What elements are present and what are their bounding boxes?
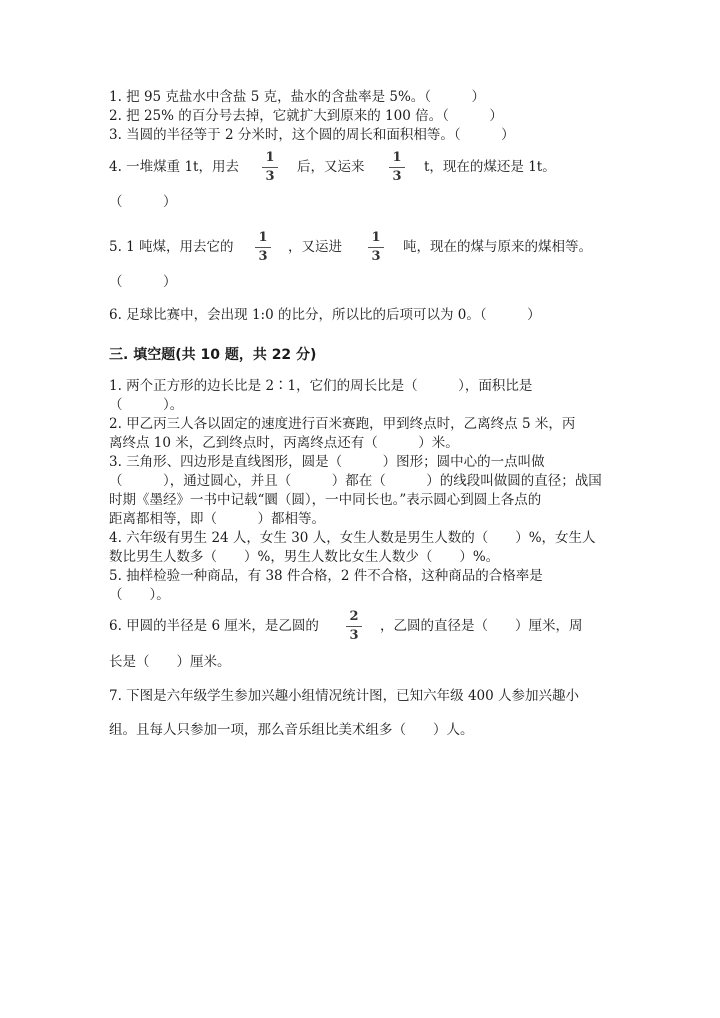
- judgement-q5-text-a: 5. 1 吨煤，用去它的: [109, 239, 234, 255]
- fraction-q4-1: [262, 151, 278, 184]
- judgement-q2: 2. 把 25% 的百分号去掉，它就扩大到原来的 100 倍。（ ）: [109, 108, 503, 124]
- fraction-bar: [389, 167, 405, 168]
- fraction-bar: [262, 167, 278, 168]
- judgement-q5-blank: （ ）: [109, 274, 177, 290]
- judgement-q6: 6. 足球比赛中，会出现 1:0 的比分，所以比的后项可以为 0。（ ）: [109, 307, 541, 323]
- fill-q5-line1: 5. 抽样检验一种商品，有 38 件合格，2 件不合格，这种商品的合格率是: [109, 568, 543, 584]
- fill-q3-line3: 时期《墨经》一书中记载“圜（圆），一中同长也。”表示圆心到圆上各点的: [109, 492, 542, 508]
- fraction-q5-1: [255, 231, 271, 264]
- judgement-q5-text-b: ，又运进: [288, 239, 342, 255]
- fraction-denominator: 3: [265, 169, 275, 184]
- judgement-q4-text-b: 后，又运来: [297, 159, 365, 175]
- fraction-numerator: 2: [349, 609, 359, 624]
- fill-q4-line2: 数比男生人数多（ ）%，男生人数比女生人数少（ ）%。: [109, 549, 500, 565]
- fill-q7-line1: 7. 下图是六年级学生参加兴趣小组情况统计图，已知六年级 400 人参加兴趣小: [109, 688, 580, 704]
- fraction-numerator: 1: [392, 150, 402, 165]
- fraction-q4-2: [389, 151, 405, 184]
- judgement-q5-text-c: 吨，现在的煤与原来的煤相等。: [403, 239, 592, 255]
- fill-q1-line2: （ ）。: [109, 397, 184, 413]
- fill-q5-line2: （ ）。: [109, 587, 170, 603]
- fill-q4-line1: 4. 六年级有男生 24 人，女生 30 人，女生人数是男生人数的（ ）%，女生人: [109, 530, 596, 546]
- fill-q2-line1: 2. 甲乙丙三人各以固定的速度进行百米赛跑，甲到终点时，乙离终点 5 米，丙: [109, 416, 576, 432]
- judgement-q4-text-a: 4. 一堆煤重 1t，用去: [109, 159, 239, 175]
- fill-q1-line1: 1. 两个正方形的边长比是 2∶1，它们的周长比是（ ），面积比是: [109, 378, 533, 394]
- fill-q6-line2: 长是（ ）厘米。: [109, 654, 231, 670]
- fraction-bar: [255, 247, 271, 248]
- fraction-denominator: 3: [392, 169, 402, 184]
- fill-q3-line2: （ ），通过圆心，并且（ ）都在（ ）的线段叫做圆的直径；战国: [109, 473, 602, 489]
- fill-q3-line1: 3. 三角形、四边形是直线图形，圆是（ ）图形；圆中心的一点叫做: [109, 454, 545, 470]
- fill-q6-text-a: 6. 甲圆的半径是 6 厘米，是乙圆的: [109, 618, 319, 634]
- fraction-denominator: 3: [258, 249, 268, 264]
- fraction-denominator: 3: [349, 628, 359, 643]
- fraction-bar: [346, 626, 362, 627]
- judgement-q3: 3. 当圆的半径等于 2 分米时，这个圆的周长和面积相等。（ ）: [109, 127, 515, 143]
- fraction-q5-2: [368, 231, 384, 264]
- fraction-numerator: 1: [371, 230, 381, 245]
- section-title: 三. 填空题(共 10 题，共 22 分): [109, 347, 317, 363]
- fraction-denominator: 3: [371, 249, 381, 264]
- fraction-bar: [368, 247, 384, 248]
- judgement-q1: 1. 把 95 克盐水中含盐 5 克，盐水的含盐率是 5%。（ ）: [109, 89, 486, 105]
- fill-q2-line2: 离终点 10 米，乙到终点时，丙离终点还有（ ）米。: [109, 435, 459, 451]
- fraction-numerator: 1: [258, 230, 268, 245]
- judgement-q4-text-c: t，现在的煤还是 1t。: [424, 159, 556, 175]
- judgement-q4-blank: （ ）: [109, 194, 177, 210]
- fraction-numerator: 1: [265, 150, 275, 165]
- fraction-q6: [346, 610, 362, 643]
- fill-q3-line4: 距离都相等，即（ ）都相等。: [109, 511, 325, 527]
- fill-q6-text-b: ，乙圆的直径是（ ）厘米，周: [380, 618, 583, 634]
- fill-q7-line2: 组。且每人只参加一项，那么音乐组比美术组多（ ）人。: [109, 722, 474, 738]
